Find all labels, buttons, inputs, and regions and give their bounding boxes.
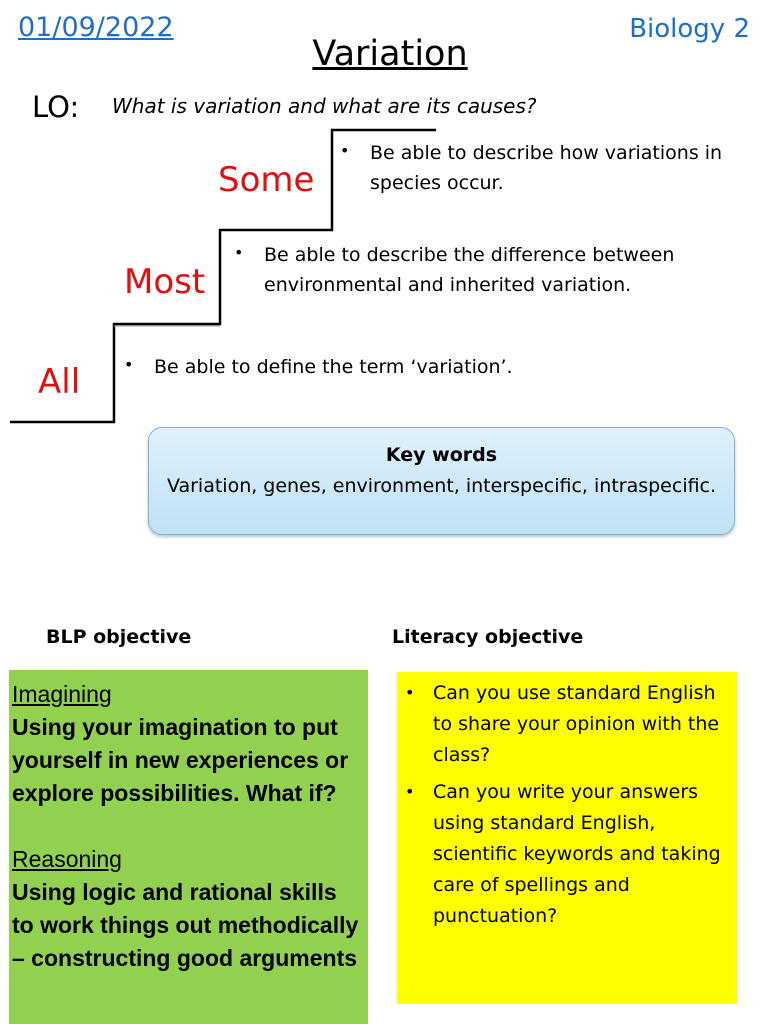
bullet-marker: •	[405, 782, 415, 801]
literacy-item-text: Can you write your answers using standard English, scientific keywords and taking care of spellings and punctuation?	[433, 781, 721, 927]
level-some-label: Some	[218, 160, 315, 200]
blp-spacer	[12, 810, 364, 843]
blp-heading: BLP objective	[46, 626, 192, 648]
literacy-objective-box	[397, 672, 737, 1004]
blp-imagining-body: Using your imagination to put yourself in new experiences or explore possibilities. What if?	[12, 714, 349, 806]
level-most-objective	[234, 240, 734, 300]
level-all-text: Be able to define the term ‘variation’.	[154, 356, 513, 378]
blp-reasoning-title: Reasoning	[12, 846, 122, 872]
level-some-objective	[340, 138, 760, 198]
subject-label: Biology 2	[629, 14, 750, 44]
level-most-label: Most	[124, 262, 206, 302]
blp-imagining-title: Imagining	[12, 681, 112, 707]
blp-objective-box	[9, 670, 368, 1024]
date-label: 01/09/2022	[18, 12, 174, 43]
lo-question: What is variation and what are its causes?	[112, 94, 537, 118]
lo-label: LO:	[32, 90, 80, 124]
bullet-marker: •	[340, 141, 350, 160]
level-all-objective	[124, 352, 624, 382]
page-title: Variation	[312, 34, 468, 74]
keywords-text: Variation, genes, environment, interspecific, intraspecific.	[166, 475, 717, 497]
blp-reasoning-body: Using logic and rational skills to work things out methodically – constructing good arguments	[12, 879, 359, 971]
keywords-title: Key words	[385, 444, 498, 466]
bullet-marker: •	[124, 355, 134, 374]
bullet-marker: •	[234, 243, 244, 262]
literacy-item	[405, 777, 729, 932]
level-most-text: Be able to describe the difference between environmental and inherited variation.	[264, 244, 675, 296]
keywords-box	[148, 427, 735, 535]
literacy-heading: Literacy objective	[392, 626, 584, 648]
level-some-text: Be able to describe how variations in species occur.	[370, 142, 723, 194]
bullet-marker: •	[405, 683, 415, 702]
level-all-label: All	[38, 362, 81, 402]
literacy-item	[405, 678, 729, 771]
literacy-item-text: Can you use standard English to share your opinion with the class?	[433, 682, 720, 766]
